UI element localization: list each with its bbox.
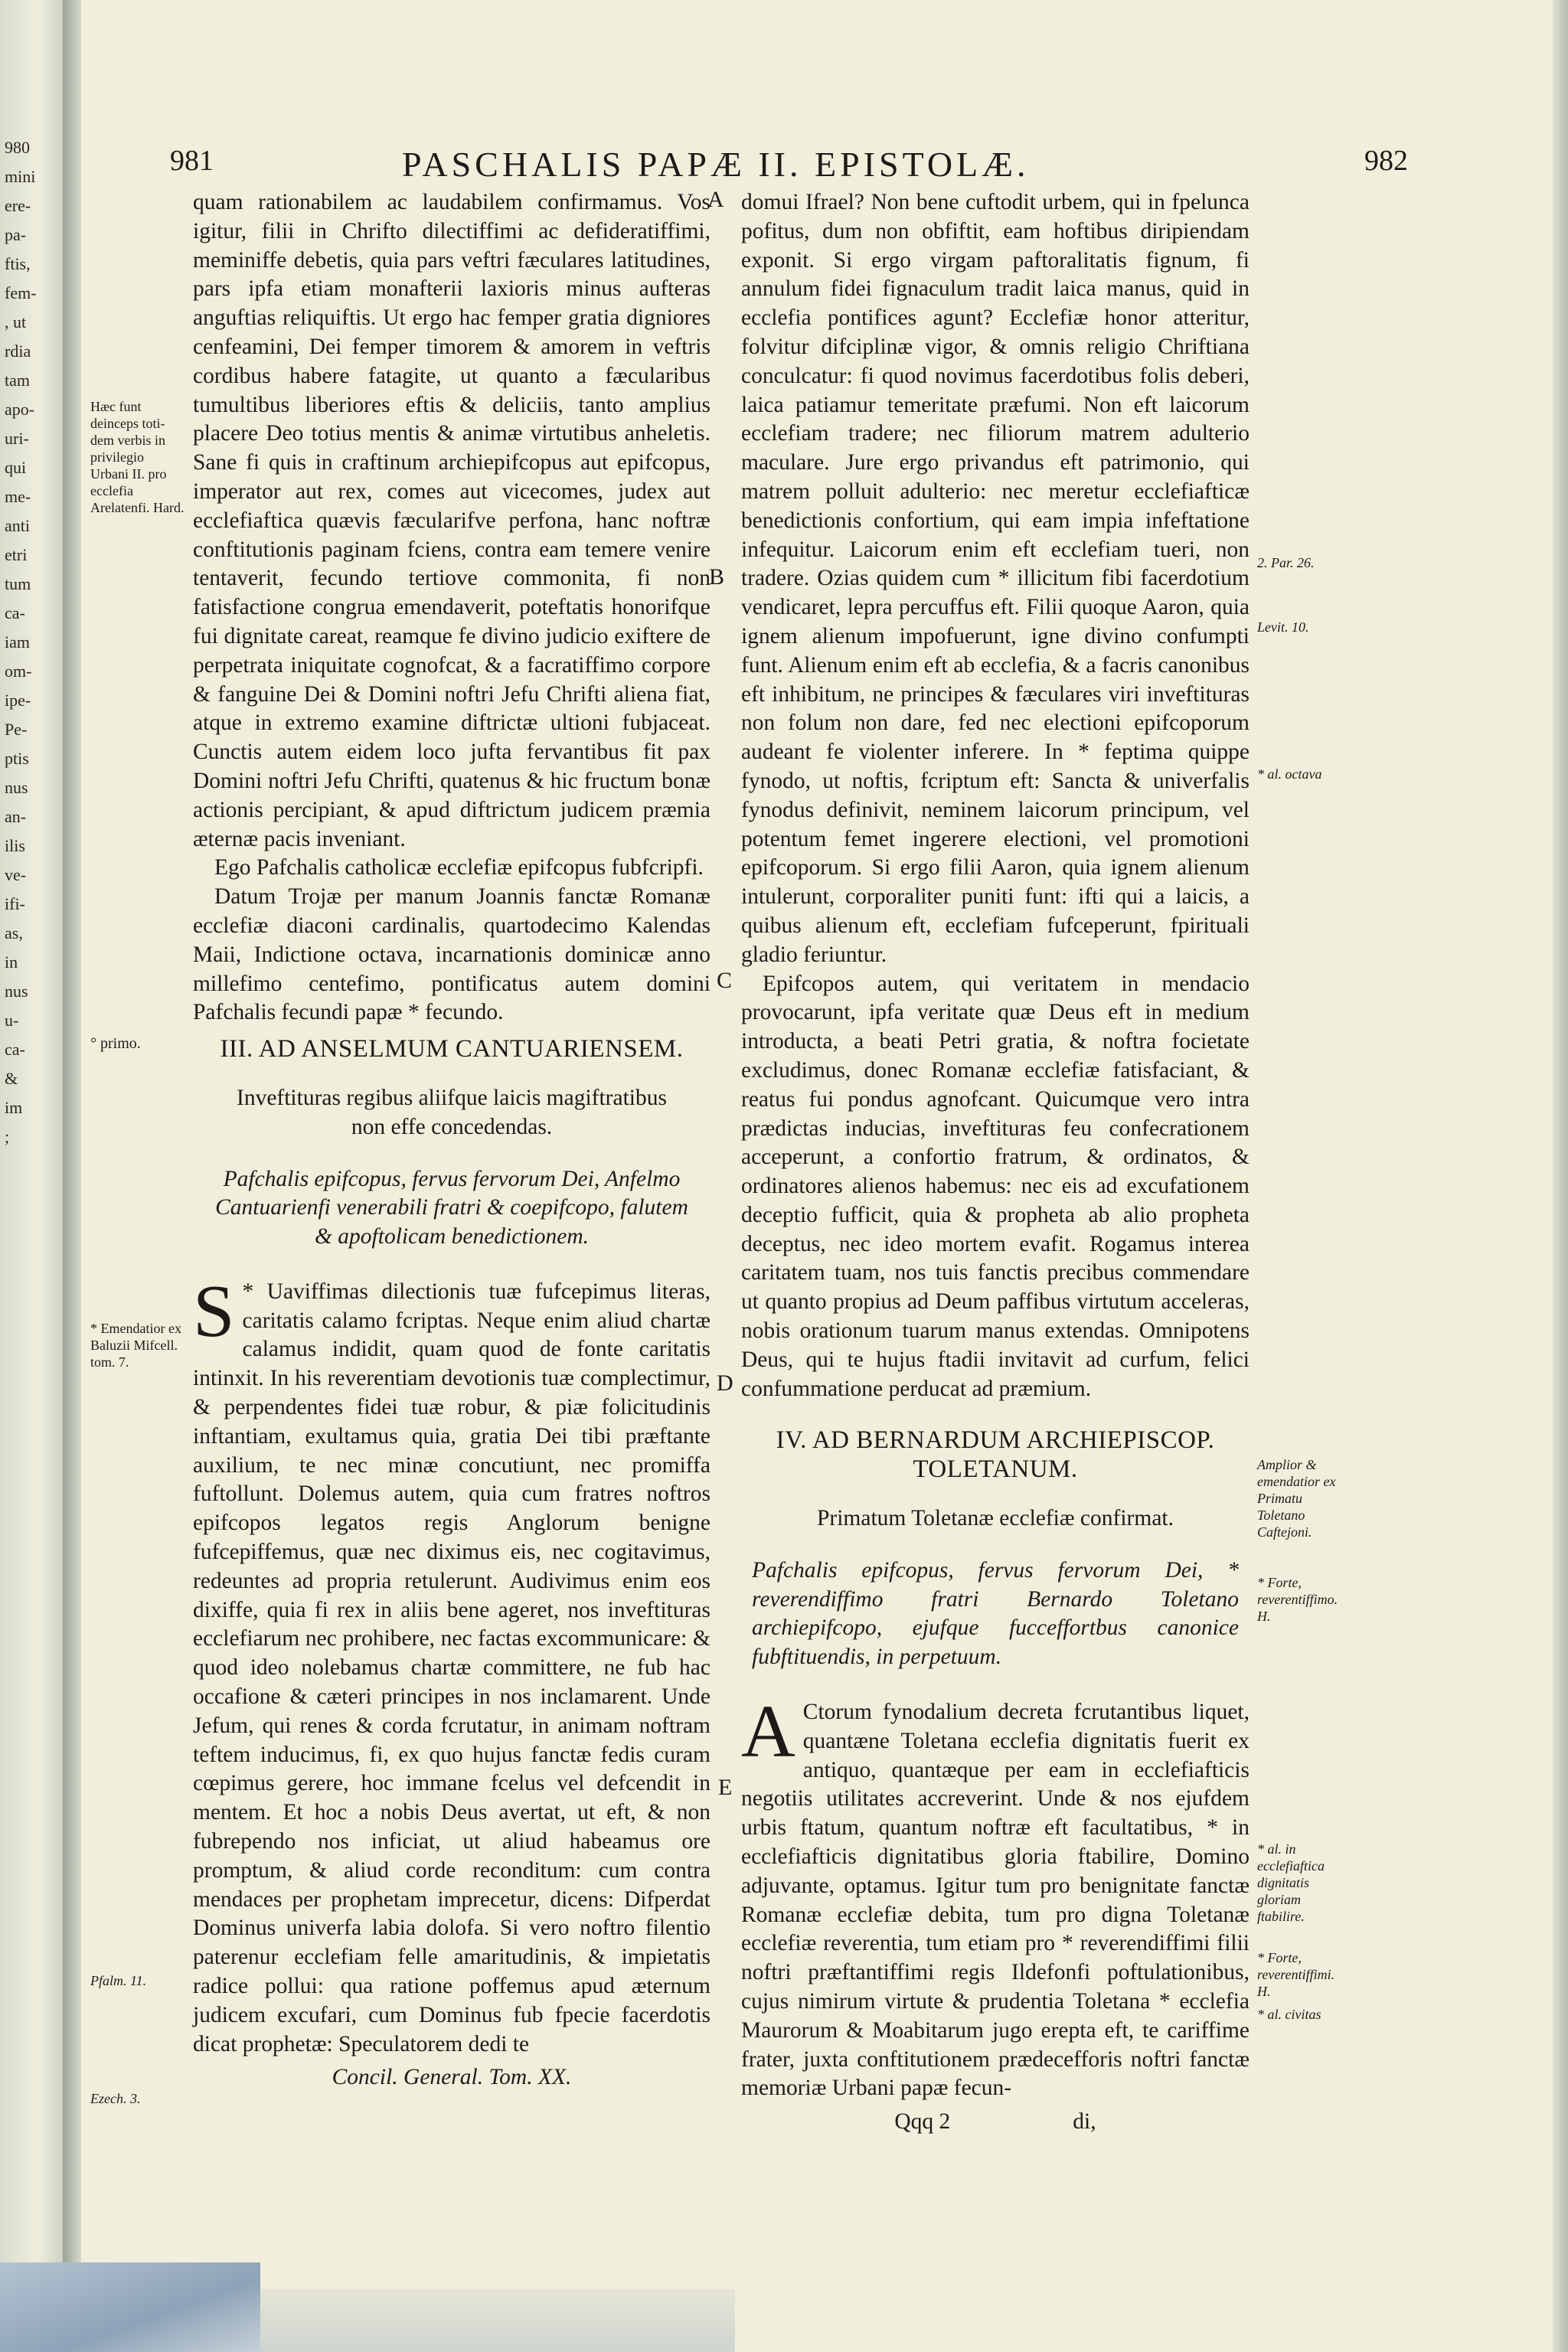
letter-heading: IV. AD BERNARDUM ARCHIEPISCOP. <box>776 1426 1215 1455</box>
signature-mark: Qqq 2 <box>894 2109 951 2135</box>
facing-page-text: anti <box>5 516 30 535</box>
facing-page-text: ere- <box>5 196 31 215</box>
facing-page-text: nus <box>5 982 28 1001</box>
margin-note: * Emendatior ex Baluzii Mifcell. tom. 7. <box>90 1321 181 1370</box>
facing-page-text: uri- <box>5 429 29 448</box>
facing-page-text: ifi- <box>5 894 25 913</box>
margin-note: * al. octava <box>1257 766 1322 782</box>
margin-note: Levit. 10. <box>1257 619 1309 635</box>
letter-heading-line2: TOLETANUM. <box>913 1455 1078 1484</box>
subscription: Ego Pafchalis catholicæ ecclefiæ epifcopus fubfcripfi. <box>214 855 704 880</box>
facing-page-text: qui <box>5 458 27 477</box>
facing-page-text: & <box>5 1069 18 1088</box>
facing-page-text: ipe- <box>5 691 31 710</box>
desk-surface <box>260 2289 735 2352</box>
running-title: PASCHALIS PAPÆ II. EPISTOLÆ. <box>402 145 1030 184</box>
facing-page-text: rdia <box>5 341 31 361</box>
section-letter-b: B <box>709 564 725 590</box>
facing-page-text: ve- <box>5 865 27 884</box>
paragraph: Ctorum fynodalium decreta fcrutantibus liquet, quantæne Toletana ecclefia dignitatis fuerit ex antiquo, quantæque per eam in ecclefiafticis negotiis utilitates accreverint. Unde & nos ejufdem urbis ftatum, quantum noftræ eft facultatibus, * in ecclefiafticis dignitatibus gloria ftabilire, Domino adjuvante, optamus. Igitur tum pro benignitate fanctæ Romanæ ecclefiæ debita, tum pro digna Toletanæ ecclefiæ reverentia, tum etiam pro * reverendiffimi filii noftri præftantiffimi regis Ildefonfi poftulationibus, cujus nimirum virtute & prudentia Toletana * ecclefia Maurorum & Moabitarum jugo erepta eft, te cariffime frater, juxta conftitutionem prædecefforis noftri fanctæ memoriæ Urbani papæ fecun- <box>741 1700 1250 2101</box>
section-letter-e: E <box>718 1775 733 1800</box>
facing-page-text: ca- <box>5 603 25 622</box>
margin-note: Amplior & emendatior ex Primatu Toletano Caftejoni. <box>1257 1457 1336 1540</box>
facing-page-text: pa- <box>5 225 27 244</box>
right-column <box>741 188 1250 2137</box>
facing-page-text: iam <box>5 632 30 652</box>
desk-paper <box>0 2262 260 2352</box>
facing-page-text: ptis <box>5 749 29 768</box>
letter-salutation: Pafchalis epifcopus, fervus fervorum Dei, Anfelmo Cantuarienfi venerabili fratri & coepifcopo, falutem & apoftolicam benedictionem. <box>215 1166 688 1250</box>
facing-page-text: ilis <box>5 836 25 855</box>
margin-note: * al. civitas <box>1257 2007 1321 2022</box>
facing-page-text: me- <box>5 487 31 506</box>
facing-page-text: 980 <box>5 138 30 157</box>
facing-page-text: u- <box>5 1011 19 1030</box>
facing-page-text: mini <box>5 167 36 186</box>
margin-note: * Forte, reverentiffimo. H. <box>1257 1575 1338 1624</box>
page-edge <box>1553 0 1568 2352</box>
margin-note: ° primo. <box>90 1035 141 1052</box>
facing-page-text: , ut <box>5 312 27 332</box>
facing-page-text: Pe- <box>5 720 28 739</box>
margin-note: 2. Par. 26. <box>1257 555 1315 570</box>
margin-note: * al. in ecclefiaftica dignitatis gloriam ftabilire. <box>1257 1841 1325 1924</box>
facing-page-text: ca- <box>5 1040 25 1059</box>
facing-page-text: im <box>5 1098 23 1117</box>
facing-page-text: om- <box>5 662 32 681</box>
dating-clause: Datum Trojæ per manum Joannis fanctæ Romanæ ecclefiæ diaconi cardinalis, quartodecimo Kalendas Maii, Indictione octava, incarnationis dominicæ anno millefimo centefimo, pontificatus autem domini Pafchalis fecundi papæ * fecundo. <box>193 884 710 1025</box>
paragraph: Epifcopos autem, qui veritatem in mendacio provocarunt, ipfa veritate quæ Deus eft in medium introducta, a beati Petri gratia, & noftra focietate excludimus, donec Romanæ ecclefiæ fatisfaciant, & reatus fui pondus agnofcant. Quicumque vero intra prædictas inducias, inveftituras feu confecrationem acceperunt, a confortio fratrum, & ordinatos, & ordinatores alienos habemus: nec eis ad excufationem deceptio fufficit, quia & propheta ab alio propheta deceptus, nec ideo mortem evafit. Rogamus interea caritatem tuam, nos tuis fanctis precibus commendare ut quanto propius ad Deum paffibus virtutum acceleras, nobis orationum tuarum manus extendas. Omnipotens Deus, qui te hujus ftadii invitavit ad curfum, felici confummatione perducat ad præmium. <box>741 971 1250 1401</box>
letter-heading: III. AD ANSELMUM CANTUARIENSEM. <box>220 1035 684 1063</box>
catchword: di, <box>1073 2109 1096 2135</box>
section-letter-a: A <box>707 187 724 212</box>
paragraph: quam rationabilem ac laudabilem confirmamus. Vos igitur, filii in Chrifto dilectiffimi ac defideratiffimi, meminiffe debetis, quia pars veftri fæculares latitudines, pars ipfa etiam monafterii laxioris minus aufteras anguftias reliquiftis. Ut ergo hac femper gratia digniores cenfeamini, Dei femper timorem & amorem in veftris cordibus habere fatagite, ut quanto a fæcularibus tumultibus liberiores eftis & deliciis, tanto amplius placere Deo totius mentis & animæ virtutibus anheletis. Sane fi quis in craftinum archiepifcopus aut epifcopus, imperator aut rex, comes aut vicecomes, judex aut ecclefiaftica quævis fæcularifve perfona, hanc noftræ conftitutionis paginam fciens, contra eam temere venire tentaverit, fecundo tertiove commonita, fi non fatisfactione congrua emendaverit, poteftatis honorifque fui dignitate careat, reamque fe divino judicio exiftere de perpetrata iniquitate cognofcat, & a facratiffimo corpore & fanguine Dei & Domini noftri Jefu Chrifti aliena fiat, atque in extremo examine diftrictæ ultioni fubjaceat. Cunctis autem eidem loco jufta fervantibus fit pax Domini noftri Jefu Chrifti, quatenus & hic fructum bonæ actionis percipiant, & apud diftrictum judicem præmia æternæ pacis inveniant. <box>193 190 710 851</box>
facing-page-fragment <box>0 0 63 2352</box>
facing-page-text: fem- <box>5 283 37 302</box>
drop-cap: S <box>193 1269 235 1353</box>
book-gutter <box>63 0 81 2352</box>
facing-page-text: apo- <box>5 400 35 419</box>
page-number-right: 982 <box>1364 145 1408 177</box>
facing-page-text: etri <box>5 545 28 564</box>
section-letter-c: C <box>717 968 733 993</box>
paragraph: * Uaviffimas dilectionis tuæ fufcepimus literas, caritatis calamo fcriptas. Neque enim aliud chartæ calamus indidit, quam quod de fonte caritatis intinxit. In his reverentiam devotionis tuæ complectimur, & perpendentes fidei tuæ robur, & piæ folicitudinis inftantiam, exultamus quia, gratia Dei tibi præftante auxilium, te nec minæ concutiunt, nec promiffa fuftollunt. Dolemus autem, quia cum fratres noftros epifcopos legatos regis Anglorum benigne fufcepiffemus, quæ nec diximus eis, nec cogitavimus, redeuntes ad propria retulerunt. Audivimus enim eos dixiffe, quia fi rex in aliis bene ageret, nos inveftituras ecclefiarum nec prohibere, nec factas excommunicare: & quod ideo nolebamus chartæ committere, ne fub hac occafione & cæteri principes in nos inclamarent. Unde Jefum, qui renes & corda fcrutatur, in animam noftram teftem inducimus, fi, ex quo hujus fanctæ fedis curam cœpimus gerere, hoc immane fcelus vel defcendit in mentem. Et hoc a nobis Deus avertat, ut eft, & non fubrependo nos inficiat, ut aliud habeamus ore promptum, & aliud corde reconditum: cum contra mendaces per prophetam imprecetur, dicens: Difperdat Dominus univerfa labia dolofa. Si vero noftro filentio paterenur ecclefiam felle amaritudinis, & impietatis radice pollui: qua ratione poffemus apud æternum judicem excufari, cum Dominus fub fpecie facerdotis dicat prophetæ: Speculatorem dedi te <box>193 1279 710 2056</box>
facing-page-text: ; <box>5 1127 10 1146</box>
left-column <box>193 188 710 2092</box>
section-letter-d: D <box>717 1370 733 1396</box>
margin-note: Ezech. 3. <box>90 2091 141 2106</box>
letter-summary: Primatum Toletanæ ecclefiæ confirmat. <box>817 1506 1174 1531</box>
facing-page-text: tam <box>5 371 30 390</box>
facing-page-text: as, <box>5 923 23 942</box>
letter-summary: Inveftituras regibus aliifque laicis magiftratibus non effe concedendas. <box>237 1085 667 1139</box>
facing-page-text: tum <box>5 574 31 593</box>
margin-note: * Forte, reverentiffimi. H. <box>1257 1950 1335 1999</box>
margin-note: Hæc funt deinceps toti-dem verbis in privilegio Urbani II. pro ecclefia Arelatenfi. Hard. <box>90 399 185 515</box>
facing-page-text: ftis, <box>5 254 31 273</box>
page-number-left: 981 <box>170 145 214 177</box>
page-footer: Concil. General. Tom. XX. <box>332 2065 572 2090</box>
facing-page-text: nus <box>5 778 28 797</box>
margin-note: Pfalm. 11. <box>90 1973 147 1988</box>
paragraph: domui Ifrael? Non bene cuftodit urbem, qui in fpelunca pofitus, dum non obfiftit, eam hoftibus diripiendam exponit. Si ergo virgam paftoralitatis fignum, fi annulum fidei fignaculum tradit laica manus, quid in ecclefia pontifices agunt? Ecclefiæ honor atteritur, folvitur difciplinæ vigor, & omnis religio Chriftiana conculcatur: fi quod novimus facerdotibus folis deberi, laica patiamur temeritate præfumi. Non eft laicorum ecclefiam tradere; nec filiorum matrem adulterio maculare. Jure ergo privandus eft patrimonio, qui matrem polluit adulterio: nec meretur ecclefiafticæ benedictionis confortium, qui eam impia infeftatione infequitur. Laicorum enim eft ecclefiam tueri, non tradere. Ozias quidem cum * illicitum fibi facerdotium vendicaret, lepra percuffus eft. Filii quoque Aaron, quia ignem alienum impofuerunt, igne divino confumpti funt. Alienum enim eft ab ecclefia, & a facris canonibus eft inhibitum, ne principes & fæculares viri inveftituras non folum non dare, fed nec electioni epifcoporum audeant fe violenter inferere. In * feptima quippe fynodo, ut noftis, fcriptum eft: Sancta & univerfalis fynodus definivit, neminem laicorum principum, vel potentum femet ingerere electioni, vel promotioni epifcoporum. Si ergo filii Aaron, quia ignem alienum intulerunt, corporaliter puniti funt: ifti qui a laicis, a quibus alienum eft, ecclefiam fufceperunt, fpirituali gladio feriuntur. <box>741 190 1250 967</box>
letter-salutation: Pafchalis epifcopus, fervus fervorum Dei, * reverendiffimo fratri Bernardo Toletano archiepifcopo, ejufque fucceffortbus canonice fubftituendis, in perpetuum. <box>752 1557 1239 1670</box>
drop-cap: A <box>741 1690 795 1774</box>
facing-page-text: in <box>5 952 18 972</box>
facing-page-text: an- <box>5 807 27 826</box>
